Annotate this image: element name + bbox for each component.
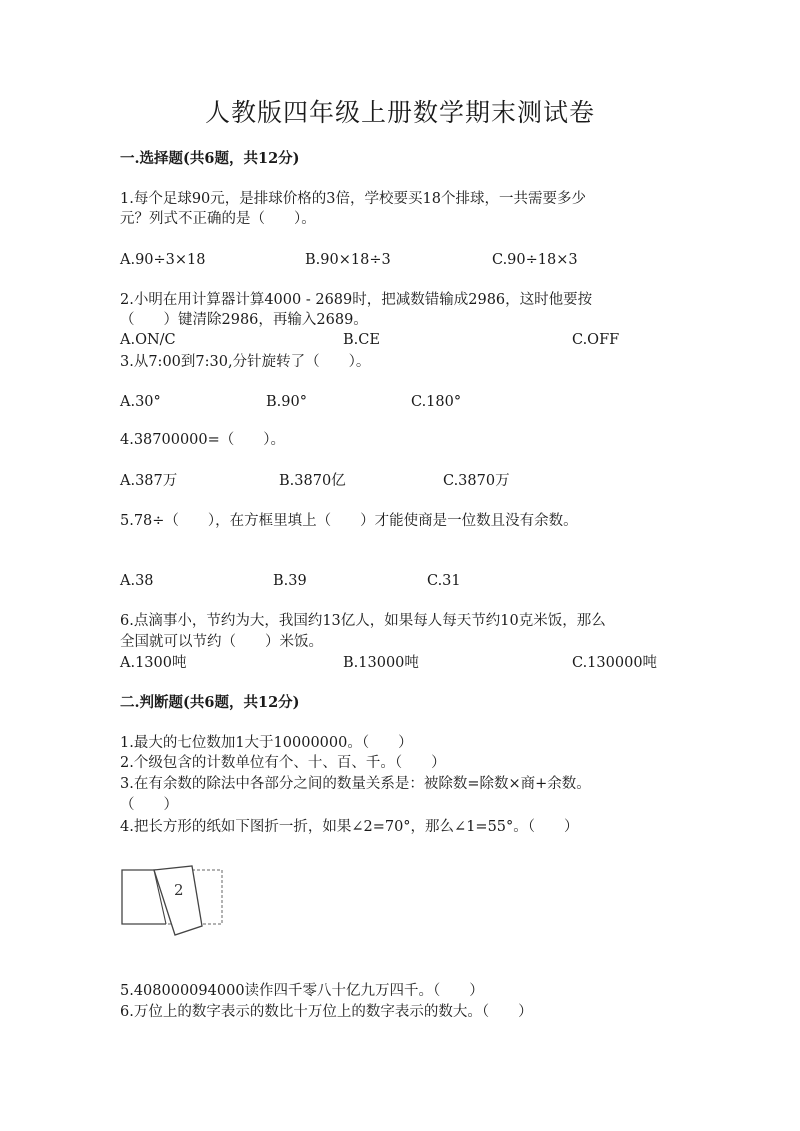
question-2-line-2: （ ）键清除2986，再输入2689。 bbox=[120, 312, 368, 328]
question-1-line-1: 1.每个足球90元，是排球价格的3倍，学校要买18个排球，一共需要多少 bbox=[120, 191, 586, 207]
judgment-item-3: 3.在有余数的除法中各部分之间的数量关系是：被除数=除数×商+余数。 bbox=[120, 776, 591, 792]
question-1-option-a: A.90÷3×18 bbox=[120, 252, 206, 268]
question-6-line-1: 6.点滴事小，节约为大，我国约13亿人，如果每人每天节约10克米饭，那么 bbox=[120, 613, 606, 629]
section-heading-choice: 一.选择题(共6题，共12分) bbox=[120, 150, 300, 167]
question-2-option-a: A.ON/C bbox=[120, 332, 176, 348]
judgment-item-3-blank: （ ） bbox=[120, 797, 178, 813]
question-4-option-c: C.3870万 bbox=[443, 473, 510, 489]
question-3-option-b: B.90° bbox=[266, 394, 307, 410]
question-1-line-2: 元？列式不正确的是（ ）。 bbox=[120, 211, 316, 227]
question-2-option-c: C.OFF bbox=[572, 332, 620, 348]
question-3-option-a: A.30° bbox=[120, 394, 161, 410]
judgment-item-4: 4.把长方形的纸如下图折一折，如果∠2=70°，那么∠1=55°。（ ） bbox=[120, 819, 579, 835]
question-6-option-a: A.1300吨 bbox=[120, 655, 187, 671]
question-1-option-b: B.90×18÷3 bbox=[305, 252, 391, 268]
page-title: 人教版四年级上册数学期末测试卷 bbox=[204, 98, 595, 127]
question-1-option-c: C.90÷18×3 bbox=[492, 252, 578, 268]
question-5-line-1: 5.78÷（ ），在方框里填上（ ）才能使商是一位数且没有余数。 bbox=[120, 513, 578, 529]
judgment-item-5: 5.408000094000读作四千零八十亿九万四千。（ ） bbox=[120, 983, 484, 999]
judgment-item-1: 1.最大的七位数加1大于10000000。（ ） bbox=[120, 735, 413, 751]
section-heading-judgment: 二.判断题(共6题，共12分) bbox=[120, 694, 300, 711]
question-4-option-b: B.3870亿 bbox=[279, 473, 346, 489]
question-4-line-1: 4.38700000=（ ）。 bbox=[120, 432, 286, 448]
question-3-option-c: C.180° bbox=[411, 394, 462, 410]
question-2-option-b: B.CE bbox=[343, 332, 380, 348]
question-3-line-1: 3.从7:00到7:30,分针旋转了（ ）。 bbox=[120, 354, 371, 370]
judgment-item-6: 6.万位上的数字表示的数比十万位上的数字表示的数大。（ ） bbox=[120, 1004, 533, 1020]
angle-2-label: 2 bbox=[174, 881, 184, 899]
question-5-option-c: C.31 bbox=[427, 573, 461, 589]
question-5-option-b: B.39 bbox=[273, 573, 307, 589]
question-6-line-2: 全国就可以节约（ ）米饭。 bbox=[120, 634, 323, 650]
question-6-option-c: C.130000吨 bbox=[572, 655, 658, 671]
folded-paper-figure bbox=[120, 862, 228, 942]
question-5-option-a: A.38 bbox=[120, 573, 154, 589]
question-2-line-1: 2.小明在用计算器计算4000 - 2689时，把减数错输成2986，这时他要按 bbox=[120, 292, 593, 308]
judgment-item-2: 2.个级包含的计数单位有个、十、百、千。（ ） bbox=[120, 755, 446, 771]
question-4-option-a: A.387万 bbox=[120, 473, 178, 489]
question-6-option-b: B.13000吨 bbox=[343, 655, 419, 671]
